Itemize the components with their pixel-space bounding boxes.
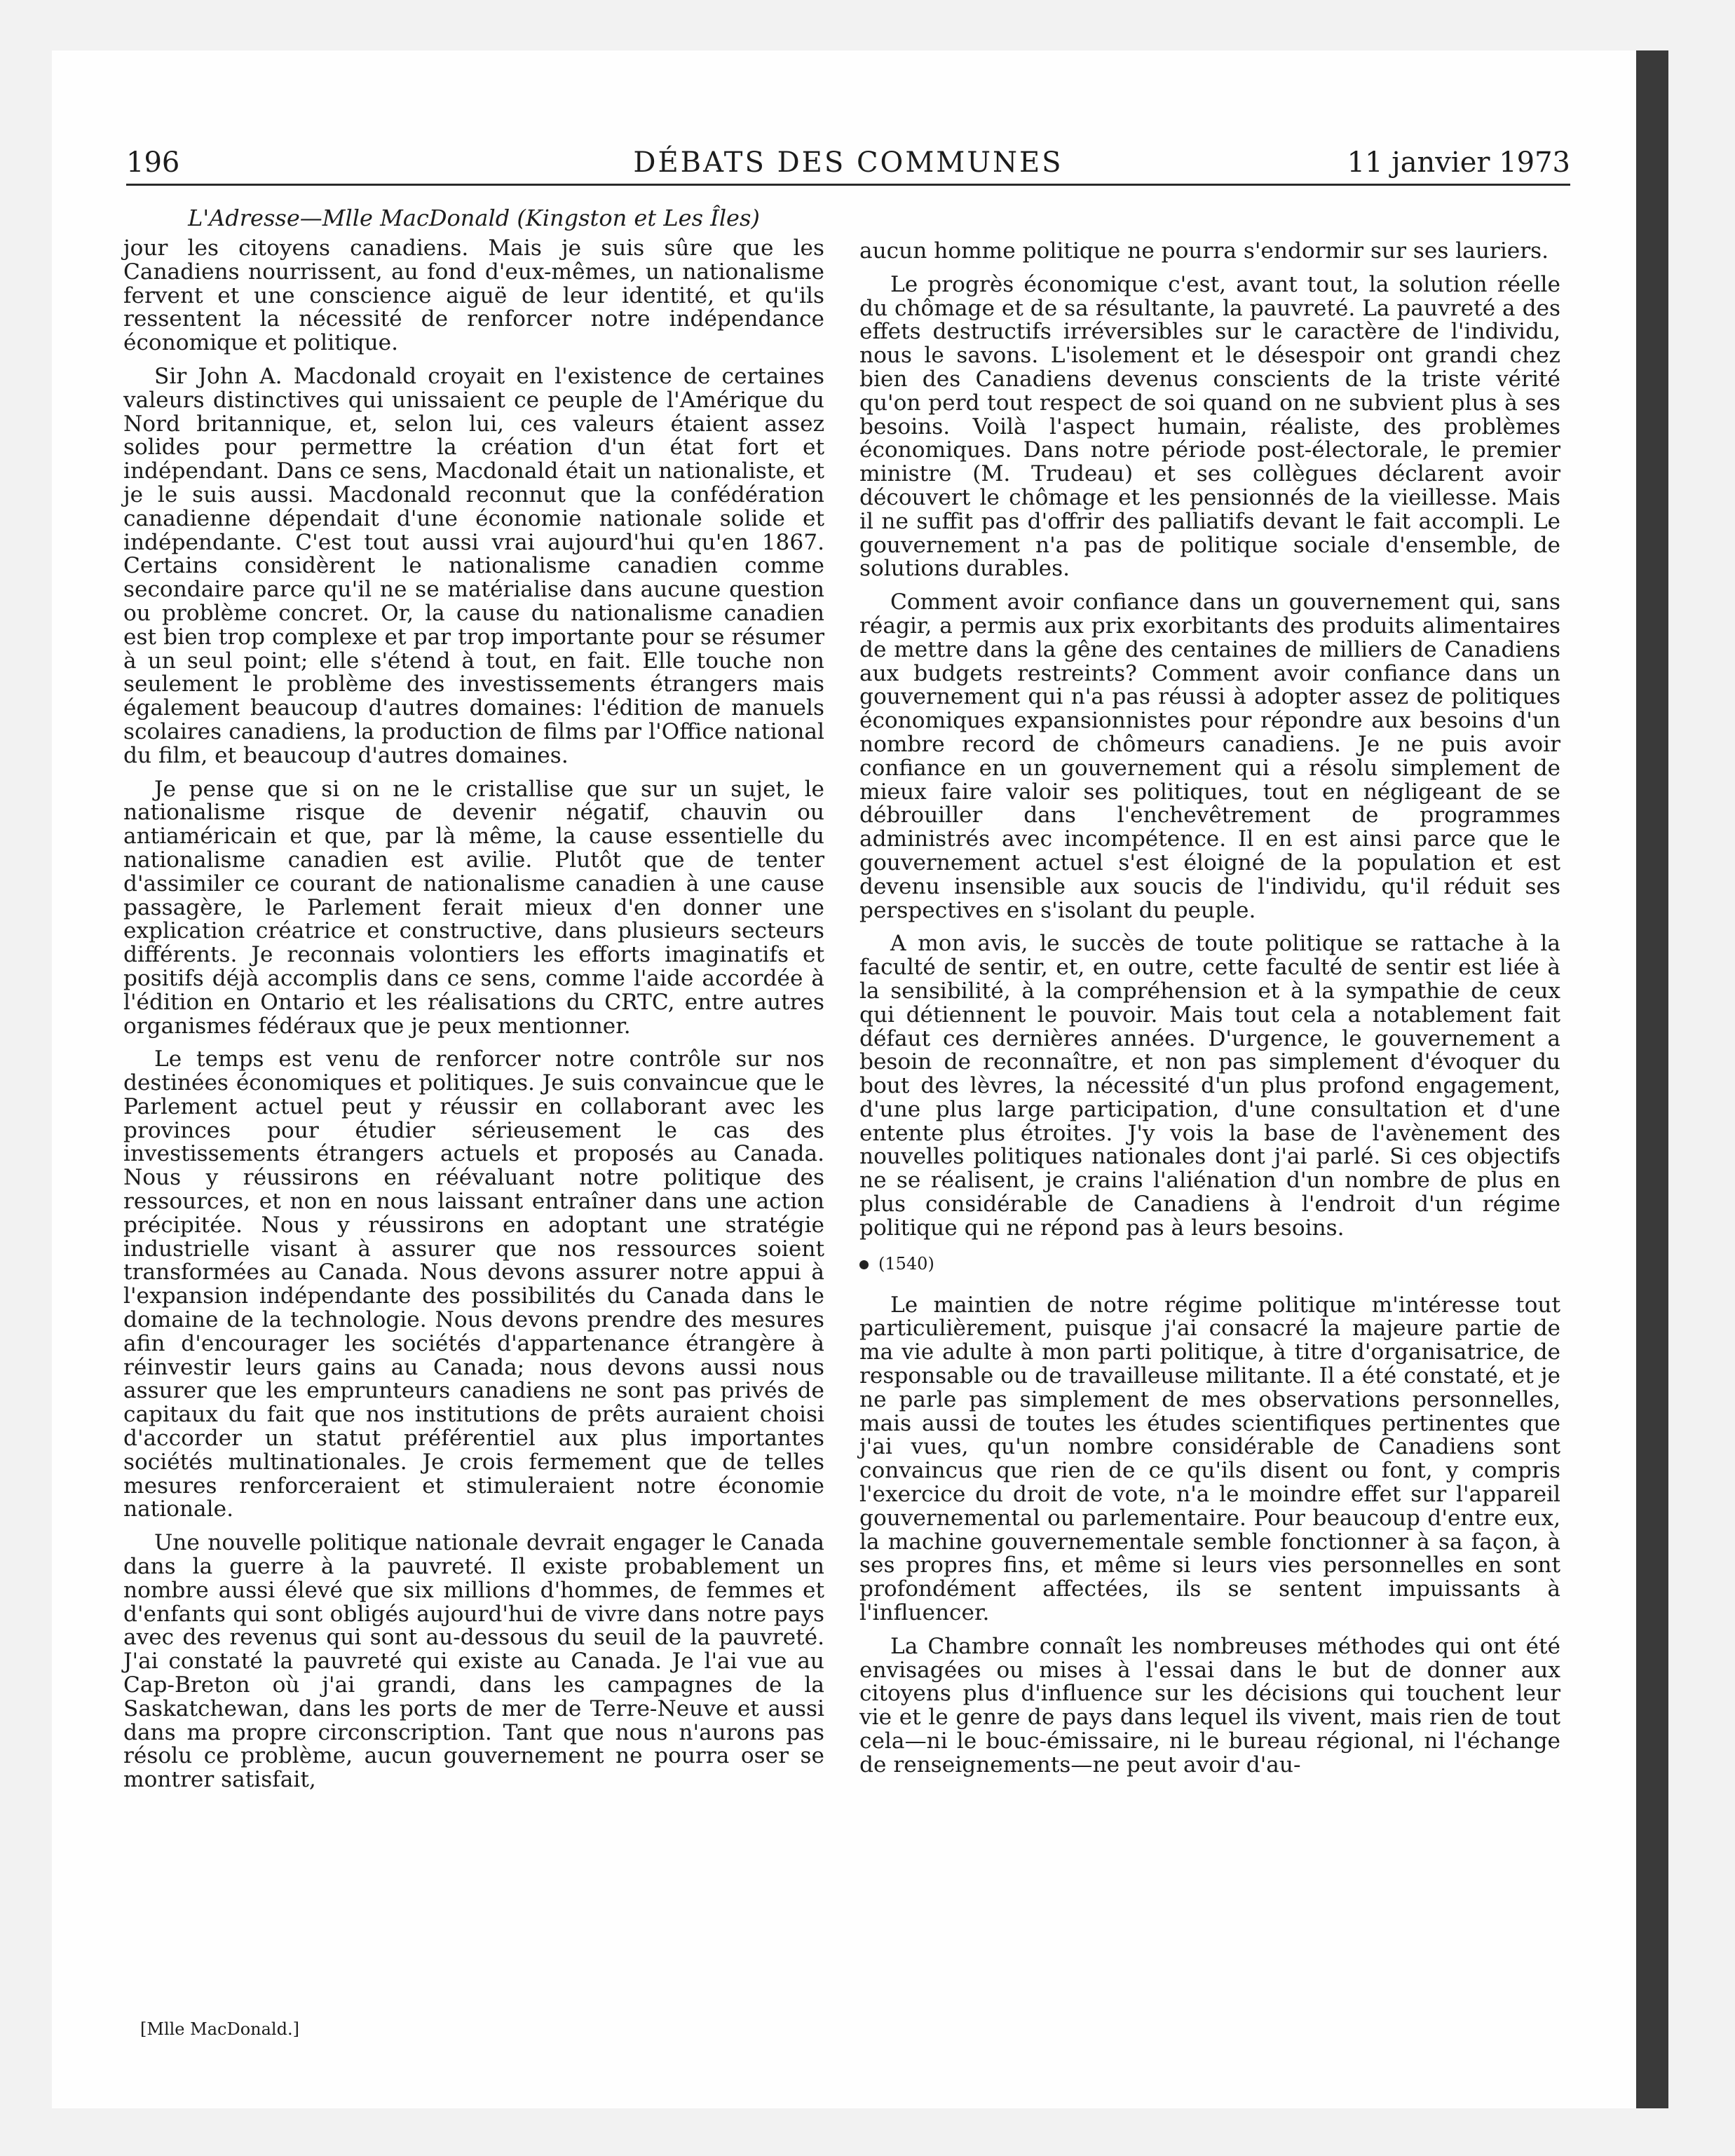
paragraph: Comment avoir confiance dans un gouvernement qui, sans réagir, a permis aux prix exorbitants des produits alimentaires de mettre dans la gêne des centaines de milliers de Canadiens aux budgets restreints? Comment avoir confiance dans un gouvernement qui n'a pas réussi à adopter assez de politiques économiques expansionnistes pour répondre aux besoins d'un nombre record de chômeurs canadiens. Je ne puis avoir confiance en un gouvernement qui a résolu simplement de mieux faire valoir ses politiques, tout en négligeant de se débrouiller dans l'enchevêtrement de programmes administrés avec incompétence. Il en est ainsi parce que le gouvernement actuel s'est éloigné de la population et est devenu insensible aux soucis de l'individu, qu'il réduit ses perspectives en s'isolant du peuple. — [859, 589, 1560, 923]
paragraph: La Chambre connaît les nombreuses méthodes qui ont été envisagées ou mises à l'essai dans le but de donner aux citoyens plus d'influence sur les décisions qui touchent leur vie et le genre de pays dans lequel ils vivent, mais rien de tout cela—ni le bouc-émissaire, ni le bureau régional, ni l'échange de renseignements—ne peut avoir d'au- — [859, 1633, 1560, 1778]
time-marker-label: (1540) — [878, 1253, 934, 1274]
right-column — [859, 240, 1560, 1787]
paragraph: Le temps est venu de renforcer notre contrôle sur nos destinées économiques et politiques. Je suis convaincue que le Parlement actuel peut y réussir en collaborant avec les provinces pour étudier sérieusement le cas des investissements étrangers actuels et proposés au Canada. Nous y réussirons en réévaluant notre politique des ressources, et non en nous laissant entraîner dans une action précipitée. Nous y réussirons en adoptant une stratégie industrielle visant à assurer que nos ressources soient transformées au Canada. Nous devons assurer notre appui à l'expansion indépendante des possibilités du Canada dans le domaine de la technologie. Nous devons prendre des mesures afin d'encourager les sociétés d'appartenance étrangère à réinvestir leurs gains au Canada; nous devons aussi nous assurer que les emprunteurs canadiens ne sont pas privés de capitaux du fait que nos institutions de prêts auraient choisi d'accorder un statut préférentiel aux plus importantes sociétés multinationales. Je crois fermement que de telles mesures renforceraient et stimuleraient notre économie nationale. — [123, 1046, 824, 1522]
paragraph: Une nouvelle politique nationale devrait engager le Canada dans la guerre à la pauvreté. Il existe probablement un nombre aussi élevé que six millions d'hommes, de femmes et d'enfants qui sont obligés aujourd'hui de vivre dans notre pays avec des revenus qui sont au-dessous du seuil de la pauvreté. J'ai constaté la pauvreté qui existe au Canada. Je l'ai vue au Cap-Breton où j'ai grandi, dans les campagnes de la Saskatchewan, dans les ports de mer de Terre-Neuve et aussi dans ma propre circonscription. Tant que nous n'aurons pas résolu ce problème, aucun gouvernement ne pourra oser se montrer satisfait, — [123, 1530, 824, 1793]
page-header — [126, 144, 1570, 186]
paragraph: Sir John A. Macdonald croyait en l'existence de certaines valeurs distinctives qui unissaient ce peuple de l'Amérique du Nord britannique, et, selon lui, ces valeurs étaient assez solides pour permettre la création d'un état fort et indépendant. Dans ce sens, Macdonald était un nationaliste, et je le suis aussi. Macdonald reconnut que la confédération canadienne dépendait d'une économie nationale solide et indépendante. C'est tout aussi vrai aujourd'hui qu'en 1867. Certains considèrent le nationalisme canadien comme secondaire parce qu'il ne se matérialise dans aucune question ou problème concret. Or, la cause du nationalisme canadien est bien trop complexe et par trop importante pour se résumer à un seul point; elle s'étend à tout, en fait. Elle touche non seulement le problème des investissements étrangers mais également beaucoup d'autres domaines: l'édition de manuels scolaires canadiens, la production de films par l'Office national du film, et beaucoup d'autres domaines. — [123, 363, 824, 768]
speaker-footnote: [Mlle MacDonald.] — [140, 2019, 299, 2039]
section-subheader: L'Adresse—Mlle MacDonald (Kingston et Les Îles) — [188, 205, 760, 231]
paragraph: aucun homme politique ne pourra s'endormir sur ses lauriers. — [859, 238, 1549, 264]
time-marker — [859, 1253, 1560, 1274]
paragraph: Je pense que si on ne le cristallise que sur un sujet, le nationalisme risque de devenir négatif, chauvin ou antiaméricain et que, par là même, la cause essentielle du nationalisme canadien est avilie. Plutôt que de tenter d'assimiler ce courant de nationalisme canadien à une cause passagère, le Parlement ferait mieux d'en donner une explication créatrice et constructive, dans plusieurs secteurs différents. Je reconnais volontiers les efforts imaginatifs et positifs déjà accomplis dans ce sens, comme l'aide accordée à l'édition en Ontario et les réalisations du CRTC, entre autres organismes fédéraux que je peux mentionner. — [123, 776, 824, 1039]
left-column — [123, 237, 824, 1802]
scan-edge-bar — [1636, 50, 1668, 2108]
paragraph: Le progrès économique c'est, avant tout, la solution réelle du chômage et de sa résultante, la pauvreté. La pauvreté a des effets destructifs irréversibles sur le caractère de l'individu, nous le savons. L'isolement et le désespoir ont grandi chez bien des Canadiens devenus conscients de la triste vérité qu'on perd tout respect de soi quand on ne subvient plus à ses besoins. Voilà l'aspect humain, réaliste, des problèmes économiques. Dans notre période post-électorale, le premier ministre (M. Trudeau) et ses collègues déclarent avoir découvert le chômage et les pensionnés de la vieillesse. Mais il ne suffit pas d'offrir des palliatifs devant le fait accompli. Le gouvernement n'a pas de politique sociale d'ensemble, de solutions durables. — [859, 271, 1560, 582]
page-number: 196 — [126, 146, 180, 179]
paragraph: Le maintien de notre régime politique m'intéresse tout particulièrement, puisque j'ai consacré la majeure partie de ma vie adulte à mon parti politique, à titre d'organisatrice, de responsable ou de travailleuse militante. Il a été constaté, et je ne parle pas simplement de mes observations personnelles, mais aussi de toutes les études scientifiques pertinentes que j'ai vues, qu'un nombre considérable de Canadiens sont convaincus que rien de ce qu'ils disent ou font, y compris l'exercice du droit de vote, n'a le moindre effet sur l'appareil gouvernemental ou parlementaire. Pour beaucoup d'entre eux, la machine gouvernementale semble fonctionner à sa façon, à ses propres fins, et même si leurs vies personnelles en sont profondément affectées, ils se sentent impuissants à l'influencer. — [859, 1292, 1560, 1626]
publication-title: DÉBATS DES COMMUNES — [633, 146, 1063, 179]
bullet-icon — [859, 1260, 869, 1269]
paragraph: A mon avis, le succès de toute politique se rattache à la faculté de sentir, et, en outre, cette faculté de sentir est liée à la sensibilité, à la compréhension et à la sympathie de ceux qui détiennent le pouvoir. Mais tout cela a notablement fait défaut ces dernières années. D'urgence, le gouvernement a besoin de reconnaître, et non pas simplement d'évoquer du bout des lèvres, la nécessité d'un plus profond engagement, d'une plus large participation, d'une consultation et d'une entente plus étroites. J'y vois la base de l'avènement des nouvelles politiques nationales dont j'ai parlé. Si ces objectifs ne se réalisent, je crains l'aliénation d'un nombre de plus en plus considérable de Canadiens à l'endroit d'un régime politique qui ne répond pas à leurs besoins. — [859, 931, 1560, 1241]
publication-date: 11 janvier 1973 — [1347, 146, 1570, 179]
paragraph: jour les citoyens canadiens. Mais je suis sûre que les Canadiens nourrissent, au fond d'eux-mêmes, un nationalisme fervent et une conscience aiguë de leur identité, et qu'ils ressentent la nécessité de renforcer notre indépendance économique et politique. — [123, 236, 824, 356]
